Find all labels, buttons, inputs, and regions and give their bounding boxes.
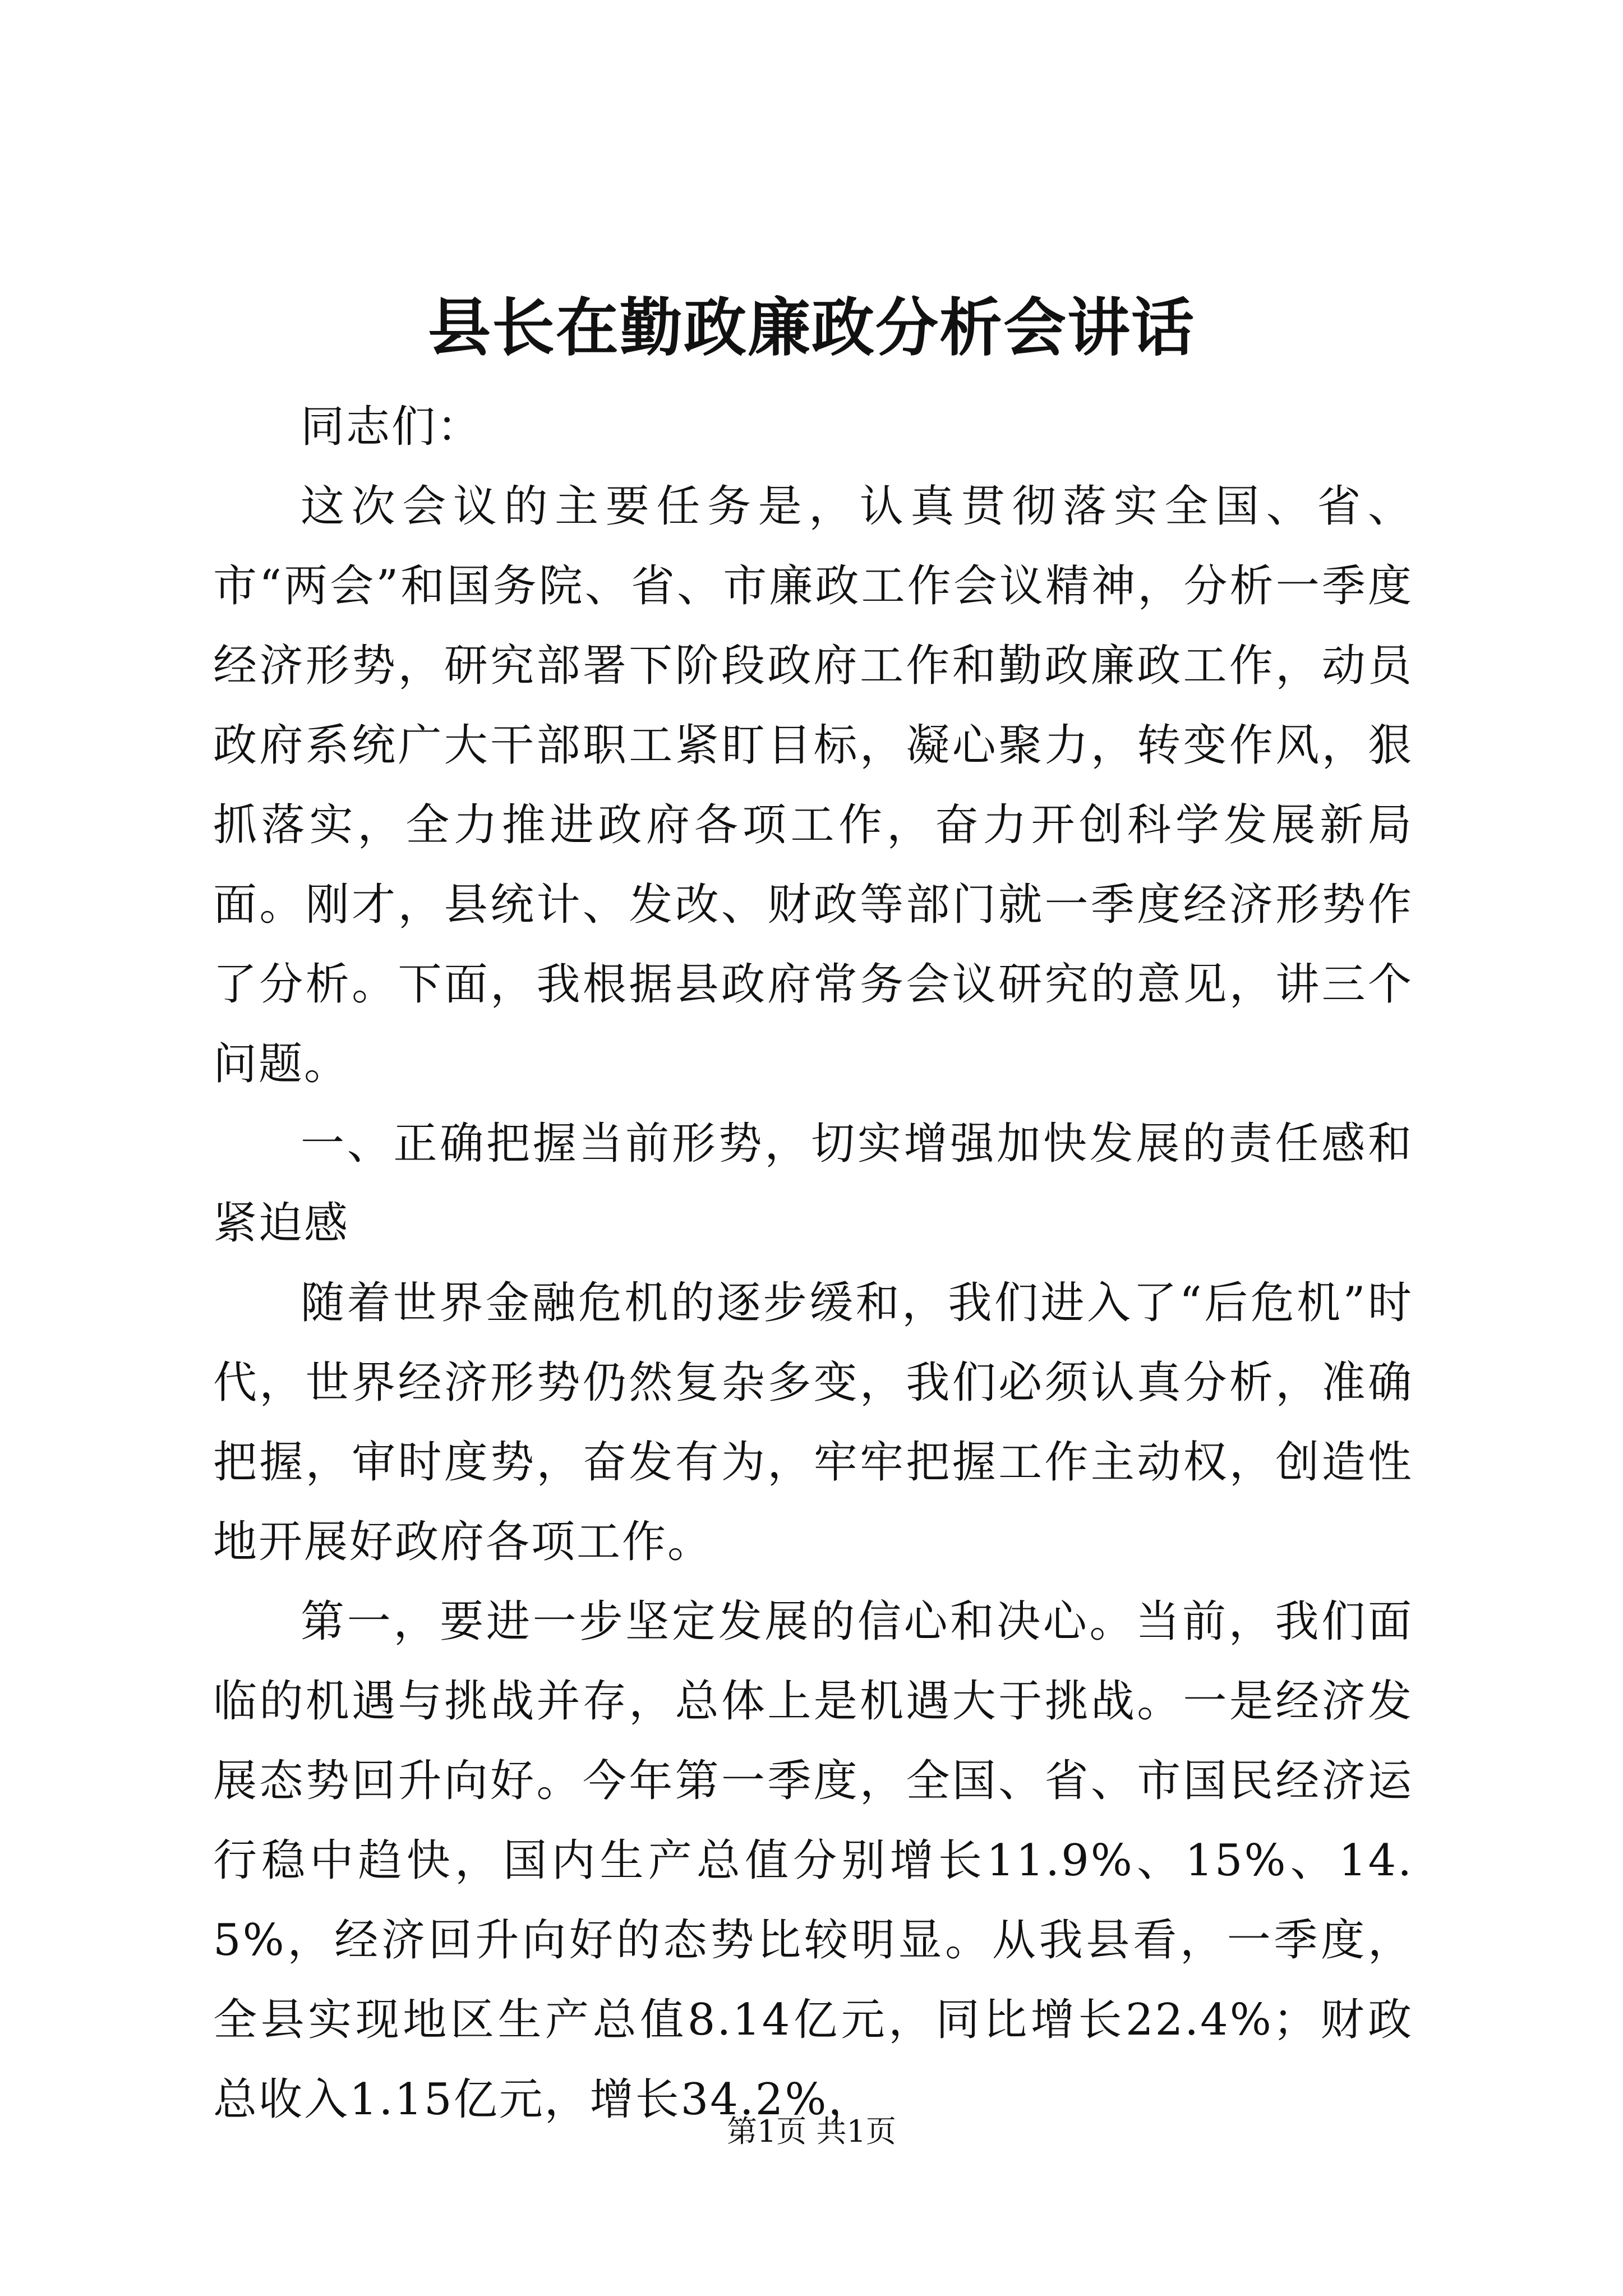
document-title: 县长在勤政廉政分析会讲话 bbox=[428, 291, 1195, 365]
document-body bbox=[213, 387, 1413, 2139]
paragraph-meeting-task: 这次会议的主要任务是，认真贯彻落实全国、省、市“两会”和国务院、省、市廉政工作会议精神，分析一季度经济形势，研究部署下阶段政府工作和勤政廉政工作，动员政府系统广大干部职工紧盯目标，凝心聚力，转变作风，狠抓落实，全力推进政府各项工作，奋力开创科学发展新局面。刚才，县统计、发改、财政等部门就一季度经济形势作了分析。下面，我根据县政府常务会议研究的意见，讲三个问题。 bbox=[213, 481, 1413, 1089]
paragraph-salutation: 同志们： bbox=[301, 402, 483, 452]
page-footer: 第1页 共1页 bbox=[727, 2114, 896, 2149]
section-heading-one: 一、正确把握当前形势，切实增强加快发展的责任感和紧迫感 bbox=[213, 1119, 1413, 1249]
paragraph-post-crisis: 随着世界金融危机的逐步缓和，我们进入了“后危机”时代，世界经济形势仍然复杂多变，我们必须认真分析，准确把握，审时度势，奋发有为，牢牢把握工作主动权，创造性地开展好政府各项工作。 bbox=[213, 1278, 1413, 1567]
paragraph-confidence: 第一，要进一步坚定发展的信心和决心。当前，我们面临的机遇与挑战并存，总体上是机遇大于挑战。一是经济发展态势回升向好。今年第一季度，全国、省、市国民经济运行稳中趋快，国内生产总值分别增长11.9%、15%、14.5%，经济回升向好的态势比较明显。从我县看，一季度，全县实现地区生产总值8.14亿元，同比增长22.4%；财政总收入1.15亿元，增长34.2%， bbox=[213, 1596, 1413, 2125]
